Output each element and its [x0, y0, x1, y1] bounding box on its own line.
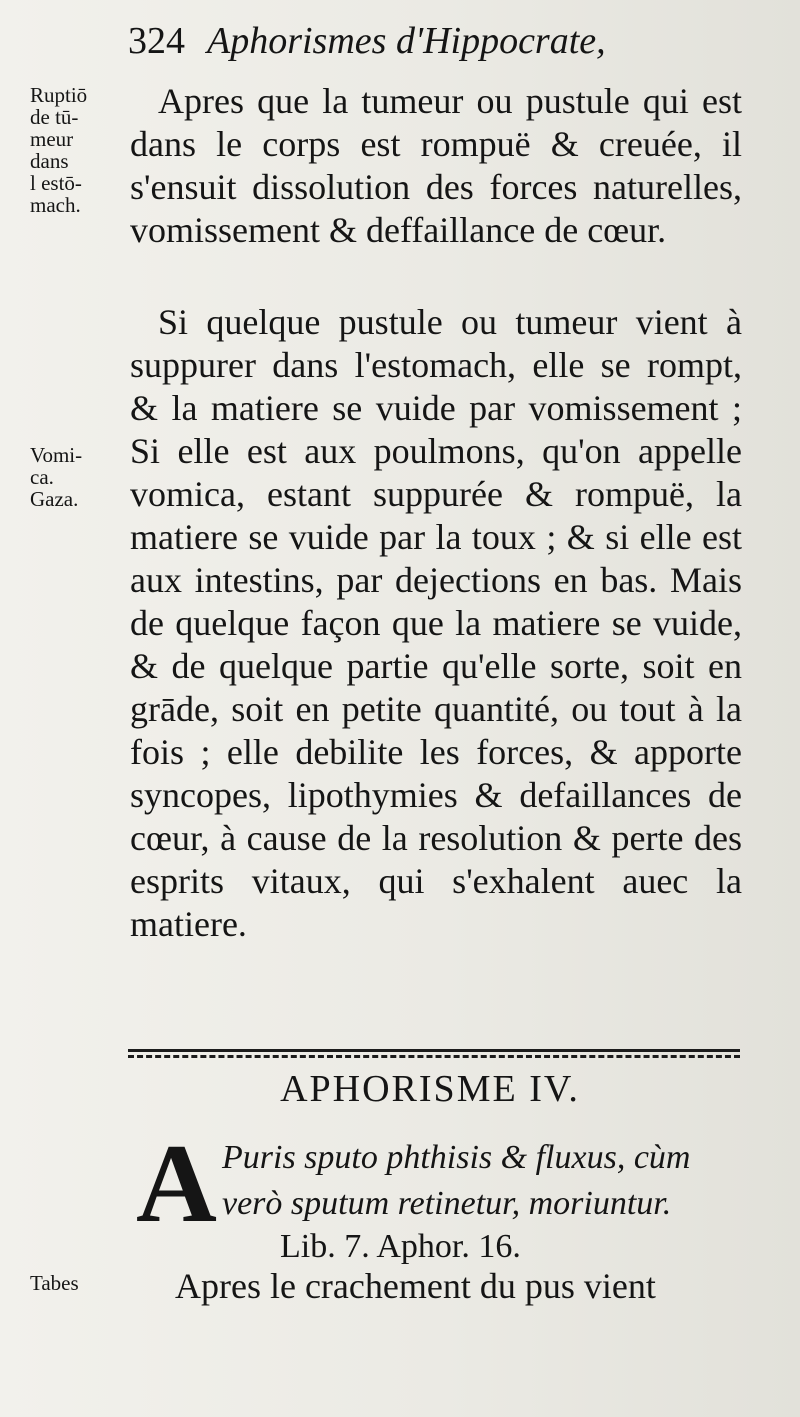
paragraph-1 [130, 80, 742, 252]
margin-note-vomica: Vomi- ca. Gaza. [30, 443, 83, 511]
aphorism-reference-line [130, 1227, 742, 1267]
page-number: 324 [128, 20, 185, 62]
ornament-rule [128, 1049, 740, 1052]
running-header [128, 22, 606, 60]
paragraph-2 [130, 301, 742, 946]
ornament-rule-dashed [128, 1055, 740, 1058]
aphorism-reference: Lib. 7. Aphor. 16. [280, 1228, 521, 1265]
paragraph-1-text: Apres que la tumeur ou pustule qui est dans le corps est rompuë & creuée, il s'ensuit dissolution des forces naturelles, vomissement & deffaillance de cœur. [130, 81, 742, 250]
aphorism-title: APHORISME IV. [280, 1068, 580, 1110]
margin-note-tabes: Tabes [30, 1271, 79, 1295]
margin-note-ruption: Ruptiō de tū- meur dans l estō- mach. [30, 83, 88, 217]
next-paragraph-start: Apres le crachement du pus vient [175, 1266, 656, 1306]
drop-cap: A [136, 1122, 217, 1246]
paragraph-2-text: Si quelque pustule ou tumeur vient à suppurer dans l'estomach, elle se rompt, & la matiere se vuide par vomissement ; Si elle est aux poulmons, qu'on appelle vomica, estant suppurée & rompuë, la matiere se vuide par la toux ; & si elle est aux intestins, par dejections en bas. Mais de quelque façon que la matiere se vuide, & de quelque partie qu'elle sorte, soit en grāde, soit en petite quantité, ou tout à la fois ; elle debilite les forces, & apporte syncopes, lipothymies & defaillances de cœur, à cause de la resolution & perte des esprits vitaux, qui s'exhalent auec la matiere. [130, 302, 742, 944]
latin-aphorism: Puris sputo phthisis & fluxus, cùm verò sputum retinetur, moriuntur. [222, 1139, 691, 1222]
running-title: Aphorismes d'Hippocrate, [207, 20, 606, 62]
